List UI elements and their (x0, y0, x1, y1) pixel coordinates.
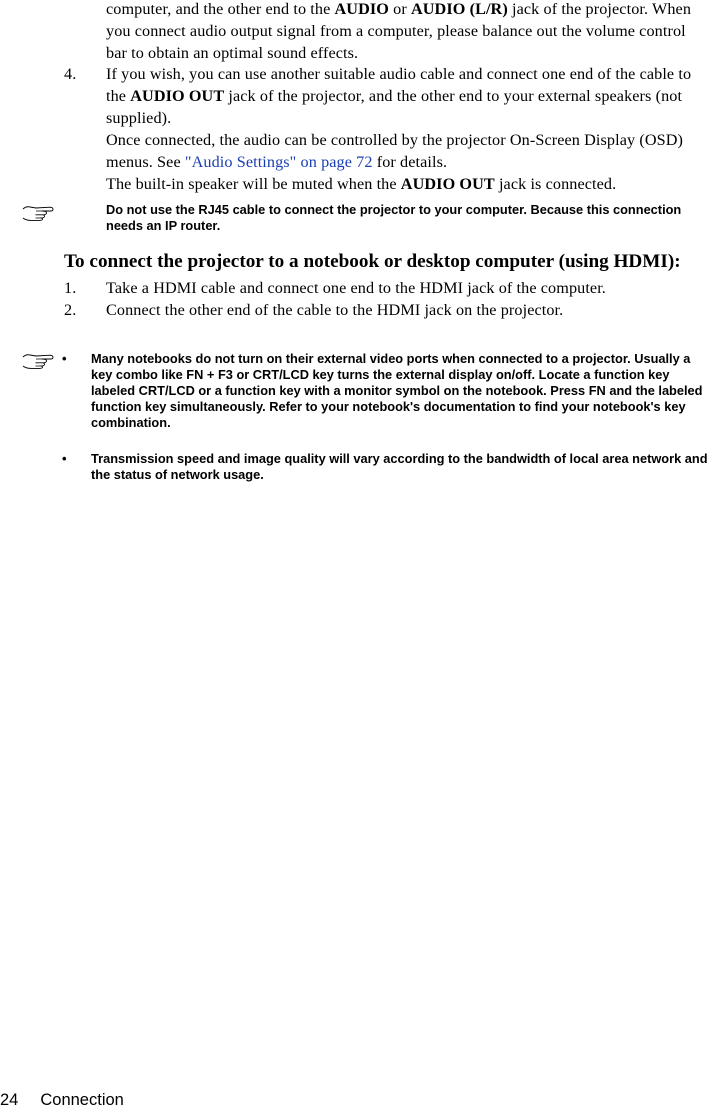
hdmi-step-2-text: Connect the other end of the cable to the HDMI jack on the projector. (106, 301, 564, 319)
audio-out-jack-label-2: AUDIO OUT (400, 175, 495, 193)
mute-paragraph-suffix: jack is connected. (494, 175, 617, 193)
step-4-text-b: jack of the projector, and the other end to your external speakers (not supplied). (106, 87, 683, 127)
section-heading-hdmi: To connect the projector to a notebook or desktop computer (using HDMI): (64, 251, 681, 272)
audio-lr-jack-label: AUDIO (L/R) (410, 0, 508, 18)
audio-out-jack-label: AUDIO OUT (130, 87, 225, 105)
note-bullet-1: • (62, 351, 67, 366)
top-paragraph-suffix: jack of the projector. When you connect audio output signal from a computer, please balance out the volume control bar to obtain an optimal sound effects. (106, 0, 692, 62)
hdmi-step-1-number: 1. (64, 279, 77, 297)
note-rj45: Do not use the RJ45 cable to connect the projector to your computer. Because this connection needs an IP router. (106, 202, 682, 233)
osd-paragraph-text: Once connected, the audio can be controlled by the projector On-Screen Display (OSD) menus. See (106, 131, 684, 171)
top-paragraph-text: computer, and the other end to the (106, 0, 335, 18)
section-name: Connection (40, 1091, 124, 1109)
note-hand-icon (22, 203, 60, 221)
osd-paragraph-suffix: for details. (372, 153, 448, 171)
note-transmission-speed: Transmission speed and image quality will vary according to the bandwidth of local area network and the status of network usage. (91, 451, 708, 482)
note-bullet-2: • (62, 451, 67, 466)
mute-paragraph (106, 173, 709, 195)
audio-settings-link[interactable]: "Audio Settings" on page 72 (184, 153, 373, 171)
top-paragraph (106, 0, 709, 64)
step-4-text (106, 63, 709, 129)
page-footer (0, 1090, 124, 1110)
page-number: 24 (0, 1091, 19, 1109)
step-4-text-a: If you wish, you can use another suitable audio cable and connect one end of the cable to the (106, 65, 692, 105)
audio-jack-label: AUDIO (334, 0, 389, 18)
note-notebook-ports: Many notebooks do not turn on their external video ports when connected to a projector. Usually a key combo like FN + F3 or CRT/LCD key turns the external display on/off. Locate a function key labeled CRT/LCD or a function key with a monitor symbol on the notebook. Press FN and the labeled function key simultaneously. Refer to your notebook's documentation to find your notebook's key combination. (91, 351, 703, 430)
osd-paragraph (106, 129, 709, 173)
note-hand-icon-2 (22, 351, 60, 369)
top-paragraph-or: or (388, 0, 411, 18)
mute-paragraph-text: The built-in speaker will be muted when the (106, 175, 401, 193)
hdmi-step-1-text: Take a HDMI cable and connect one end to the HDMI jack of the computer. (106, 279, 606, 297)
hdmi-step-2-number: 2. (64, 301, 77, 319)
step-4-number: 4. (64, 65, 77, 83)
